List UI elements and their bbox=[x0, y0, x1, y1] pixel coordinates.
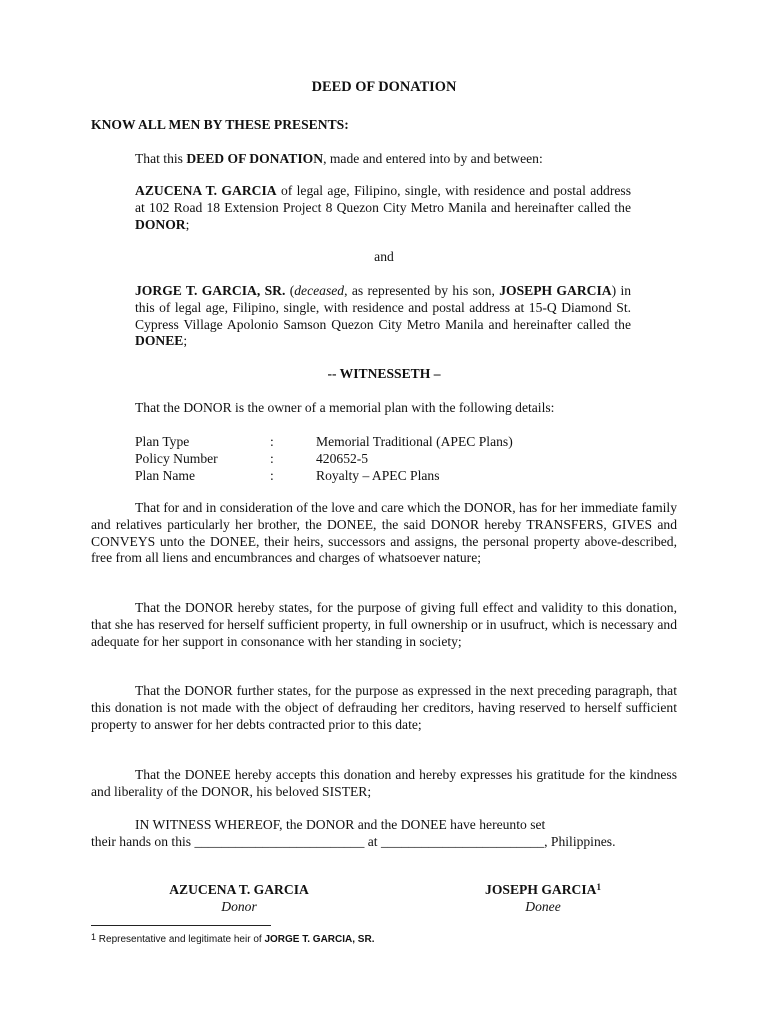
footnote-text: Representative and legitimate heir of bbox=[96, 934, 265, 945]
owner-paragraph: That the DONOR is the owner of a memorial plan with the following details: bbox=[135, 400, 555, 415]
donor-party-label: DONOR bbox=[135, 216, 186, 232]
donor-party-paragraph bbox=[135, 183, 631, 233]
donee-party-p3: ) in this of legal age, Filipino, single, with residence and postal address at 15-Q Diamond St. Cypress Village Apolonio Samson Quezon City Metro Manila and hereinafter called the bbox=[135, 283, 632, 332]
donor-party-name: AZUCENA T. GARCIA bbox=[135, 183, 277, 198]
footnote bbox=[91, 932, 374, 949]
detail-label: Plan Name bbox=[135, 468, 196, 483]
donee-party-p2: , as represented by his son, bbox=[344, 283, 500, 298]
footnote-mark: 1 bbox=[91, 932, 97, 942]
detail-value: Memorial Traditional (APEC Plans) bbox=[316, 434, 513, 449]
donee-party-deceased: deceased bbox=[294, 283, 345, 298]
donee-party-rep: JOSEPH GARCIA bbox=[499, 283, 612, 298]
witnesseth-heading bbox=[0, 366, 768, 383]
detail-value: Royalty – APEC Plans bbox=[316, 468, 440, 483]
footnote-divider bbox=[91, 925, 271, 926]
donee-party-p1: ( bbox=[285, 283, 295, 298]
intro-heading: KNOW ALL MEN BY THESE PRESENTS: bbox=[91, 117, 349, 132]
detail-label: Policy Number bbox=[135, 451, 218, 466]
donee-party-name: JORGE T. GARCIA, SR. bbox=[135, 283, 286, 298]
donee-signature-role: Donee bbox=[525, 899, 561, 914]
donor-signature-name: AZUCENA T. GARCIA bbox=[169, 882, 309, 897]
detail-value: 420652-5 bbox=[316, 451, 369, 466]
reservation-paragraph: That the DONOR hereby states, for the purpose of giving full effect and validity to this donation, that she has reserved for herself sufficient property, in full ownership or in usufruct, which is necessary and adequate for her support in consonance with her standing in society; bbox=[91, 600, 677, 649]
donor-party-text: of legal age, Filipino, single, with residence and postal address at 102 Road 18 Extension Project 8 Quezon City Metro Manila and hereinafter called the bbox=[135, 183, 631, 215]
creditors-paragraph: That the DONOR further states, for the purpose as expressed in the next preceding paragraph, that this donation is not made with the object of defrauding her creditors, having reserved to herself sufficient property to answer for her debts contracted prior to this date; bbox=[91, 683, 677, 732]
opening-paragraph bbox=[135, 151, 543, 168]
acceptance-paragraph: That the DONEE hereby accepts this donation and hereby expresses his gratitude for the kindness and liberality of the DONOR, his beloved SISTER; bbox=[91, 767, 677, 799]
opening-pre: That this bbox=[135, 151, 187, 166]
witness-clause-line1: IN WITNESS WHEREOF, the DONOR and the DONEE have hereunto set bbox=[135, 817, 546, 832]
donee-party-label: DONEE bbox=[135, 333, 184, 349]
detail-label: Plan Type bbox=[135, 434, 190, 449]
opening-post: , made and entered into by and between: bbox=[323, 151, 543, 166]
consideration-paragraph: That for and in consideration of the love and care which the DONOR, has for her immediate family and relatives particularly her brother, the DONEE, the said DONOR hereby TRANSFERS, GIVES and CONVEYS unto the DONEE, their heirs, successors and assigns, the personal property above-described, free from all liens and encumbrances and charges of whatsoever nature; bbox=[91, 500, 677, 566]
donee-signature-name bbox=[443, 882, 643, 899]
opening-bold: DEED OF DONATION bbox=[186, 151, 324, 166]
and-separator: and bbox=[374, 249, 394, 264]
donee-party-paragraph bbox=[135, 283, 631, 350]
footnote-reference: 1 bbox=[596, 882, 601, 892]
donee-party-end: ; bbox=[183, 333, 188, 349]
witness-clause-line2: their hands on this _________________________ at ________________________, Philippines. bbox=[91, 834, 616, 849]
donor-party-end: ; bbox=[185, 216, 190, 232]
footnote-bold: JORGE T. GARCIA, SR. bbox=[264, 934, 375, 945]
detail-colon: : bbox=[270, 451, 274, 466]
detail-colon: : bbox=[270, 434, 274, 449]
donor-signature-role: Donor bbox=[221, 899, 257, 914]
witnesseth-text: -- WITNESSETH – bbox=[327, 366, 441, 381]
donee-signature-text: JOSEPH GARCIA bbox=[485, 882, 597, 897]
detail-colon: : bbox=[270, 468, 274, 483]
document-title: DEED OF DONATION bbox=[311, 79, 457, 95]
